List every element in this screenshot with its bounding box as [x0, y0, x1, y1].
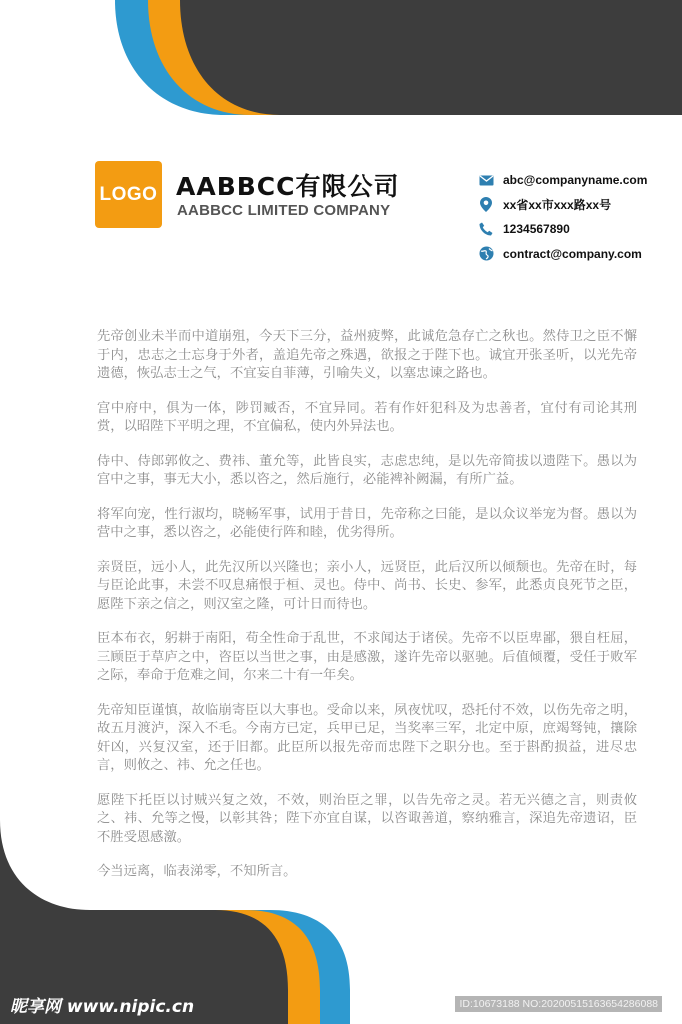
- contact-phone-text[interactable]: 1234567890: [503, 222, 570, 237]
- contact-web: [478, 242, 678, 267]
- paragraph: 侍中、侍郎郭攸之、费祎、董允等，此皆良实，志虑忠纯，是以先帝简拔以遗陛下。愚以为宫中之事，事无大小，悉以咨之，然后施行，必能裨补阙漏，有所广益。: [97, 453, 637, 487]
- company-name-en: AABBCC LIMITED COMPANY: [177, 202, 391, 219]
- paragraph: 将军向宠，性行淑均，晓畅军事，试用于昔日，先帝称之曰能，是以众议举宠为督。愚以为营中之事，悉以咨之，必能使行阵和睦，优劣得所。: [97, 506, 637, 540]
- company-name-cn: AABBCC有限公司: [176, 172, 400, 201]
- logo: [95, 161, 162, 228]
- contact-email-text[interactable]: abc@companyname.com: [503, 173, 648, 188]
- contact-address-text: xx省xx市xxx路xx号: [503, 198, 612, 213]
- contact-phone: [478, 217, 678, 242]
- image-id-watermark: ID:10673188 NO:20200515163654286088: [455, 996, 662, 1012]
- paragraph: 先帝创业未半而中道崩殂，今天下三分，益州疲弊，此诚危急存亡之秋也。然侍卫之臣不懈于内，忠志之士忘身于外者，盖追先帝之殊遇，欲报之于陛下也。诚宜开张圣听，以光先帝遗德，恢弘志士之气，不宜妄自菲薄，引喻失义，以塞忠谏之路也。: [97, 329, 637, 381]
- envelope-icon: [478, 172, 494, 188]
- top-dark-band: [180, 0, 682, 115]
- site-watermark: 昵享网 www.nipic.cn: [10, 997, 195, 1017]
- phone-icon: [478, 221, 494, 237]
- location-pin-icon: [478, 197, 494, 213]
- paragraph: 先帝知臣谨慎，故临崩寄臣以大事也。受命以来，夙夜忧叹，恐托付不效，以伤先帝之明，故五月渡泸，深入不毛。今南方已定，兵甲已足，当奖率三军，北定中原，庶竭驽钝，攘除奸凶，兴复汉室，还于旧都。此臣所以报先帝而忠陛下之职分也。至于斟酌损益，进尽忠言，则攸之、祎、允之任也。: [97, 702, 637, 773]
- letter-body: [97, 328, 637, 898]
- contact-web-text[interactable]: contract@company.com: [503, 246, 642, 261]
- logo-text: LOGO: [99, 183, 158, 205]
- paragraph: 今当远离，临表涕零，不知所言。: [97, 864, 297, 879]
- contact-email: [478, 168, 678, 193]
- globe-icon: [478, 246, 494, 262]
- contact-list: [478, 168, 678, 266]
- paragraph: 愿陛下托臣以讨贼兴复之效，不效，则治臣之罪，以告先帝之灵。若无兴德之言，则责攸之、祎、允等之慢，以彰其咎；陛下亦宜自谋，以咨诹善道，察纳雅言，深追先帝遗诏，臣不胜受恩感激。: [97, 792, 637, 845]
- paragraph: 亲贤臣，远小人，此先汉所以兴隆也；亲小人，远贤臣，此后汉所以倾颓也。先帝在时，每与臣论此事，未尝不叹息痛恨于桓、灵也。侍中、尚书、长史、参军，此悉贞良死节之臣，愿陛下亲之信之，则汉室之隆，可计日而待也。: [97, 559, 637, 612]
- contact-address: [478, 193, 678, 218]
- paragraph: 宫中府中，俱为一体，陟罚臧否，不宜异同。若有作奸犯科及为忠善者，宜付有司论其刑赏，以昭陛下平明之理，不宜偏私，使内外异法也。: [97, 400, 637, 434]
- paragraph: 臣本布衣，躬耕于南阳，苟全性命于乱世，不求闻达于诸侯。先帝不以臣卑鄙，猥自枉屈，三顾臣于草庐之中，咨臣以当世之事，由是感激，遂许先帝以驱驰。后值倾覆，受任于败军之际，奉命于危难之间，尔来二十有一年矣。: [97, 631, 637, 683]
